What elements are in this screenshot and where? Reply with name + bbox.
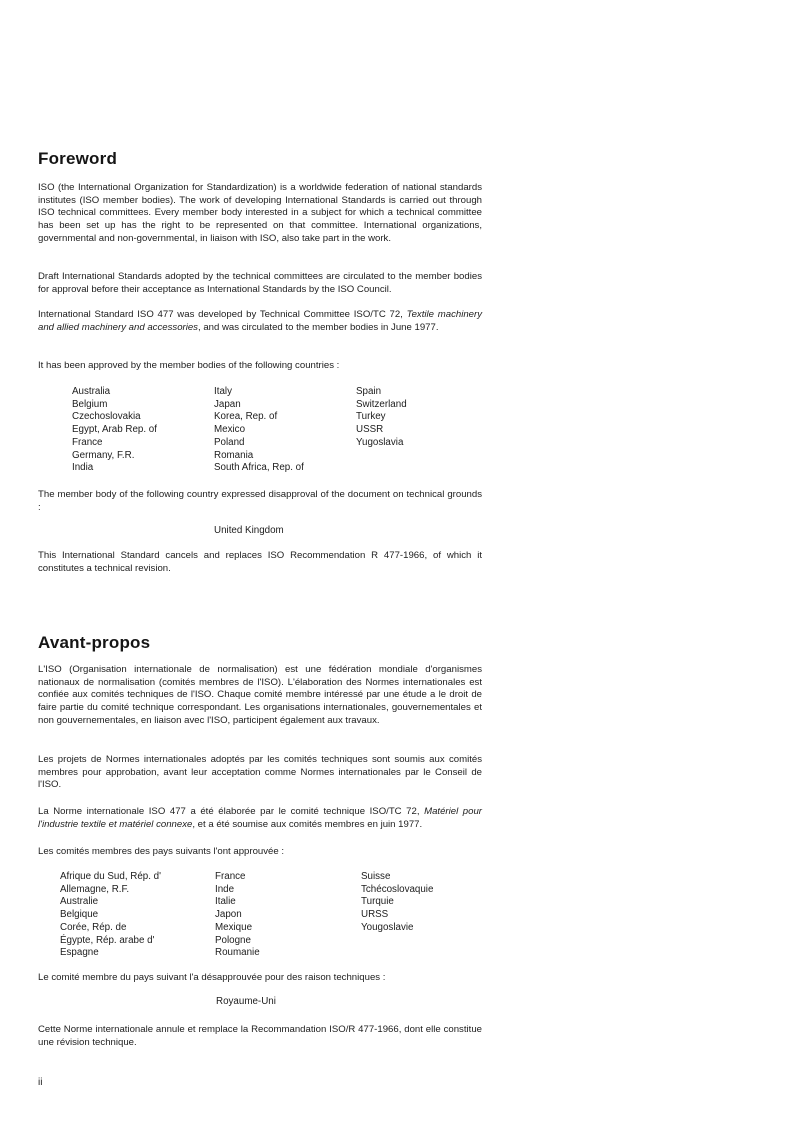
country-name: India [72, 462, 94, 474]
country-name: Yougoslavie [361, 921, 414, 933]
avant-propos-country-column-3 [361, 871, 433, 935]
country-name: Mexico [214, 424, 246, 436]
country-name: Pologne [215, 934, 251, 946]
country-name: Korea, Rep. of [214, 411, 278, 423]
country-name: USSR [356, 424, 384, 436]
country-name: Germany, F.R. [72, 449, 135, 461]
country-name: Égypte, Rép. arabe d' [60, 934, 155, 946]
country-name: South Africa, Rep. of [214, 462, 304, 474]
country-name: France [72, 436, 103, 448]
country-name: Spain [356, 386, 382, 397]
country-name: Australie [60, 896, 99, 908]
avant-propos-committee-title: Matériel pour l'industrie textile et matériel connexe [38, 806, 482, 830]
foreword-paragraph-2: Draft International Standards adopted by the technical committees are circulated to the member bodies for approval before their acceptance as International Standards by the ISO Council. [38, 271, 482, 295]
avant-propos-paragraph-4: Les comités membres des pays suivants l'ont approuvée : [38, 846, 285, 857]
avant-propos-country-column-1 [60, 871, 161, 960]
country-name: Italie [215, 896, 236, 908]
avant-propos-paragraph-2: Les projets de Normes internationales adoptés par les comités techniques sont soumis aux comités membres pour approbation, avant leur acceptation comme Normes internationales par le Conseil de l'ISO. [38, 754, 482, 791]
country-name: Allemagne, R.F. [60, 883, 130, 895]
foreword-paragraph-1: ISO (the International Organization for Standardization) is a worldwide federation of national standards institutes (ISO member bodies). The work of developing International Standards is carried out through ISO technical committees. Every member body interested in a subject for which a technical committee has been set up has the right to be represented on that committee. International organizations, governmental and non-governmental, in liaison with ISO, also take part in the work. [38, 182, 482, 244]
country-name: Inde [215, 883, 235, 895]
country-name: Yugoslavia [356, 436, 404, 448]
country-name: Mexique [215, 921, 253, 933]
avant-propos-paragraph-1: L'ISO (Organisation internationale de normalisation) est une fédération mondiale d'organismes nationaux de normalisation (comités membres de l'ISO). L'élaboration des Normes internationales est confiée aux comités techniques de l'ISO. Chaque comité membre intéressé par une étude a le droit de faire partie du comité technique correspondant. Les organisations internationales, gouvernementales et non gouvernementales, en liaison avec l'ISO, participent également aux travaux. [38, 664, 482, 726]
page-number: ii [38, 1077, 43, 1088]
foreword-paragraph-3 [38, 309, 482, 334]
country-name: Italy [214, 386, 232, 397]
country-name: Czechoslovakia [72, 411, 141, 423]
foreword-title: Foreword [38, 149, 118, 168]
country-name: Belgique [60, 909, 99, 921]
avant-propos-paragraph-3 [38, 806, 482, 831]
foreword-country-column-1 [72, 386, 157, 475]
country-name: Turkey [356, 411, 386, 423]
avant-propos-p3-text-a: La Norme internationale ISO 477 a été élaborée par le comité technique ISO/TC 72, [38, 806, 425, 817]
country-name: Switzerland [356, 398, 407, 410]
country-name: Turquie [361, 896, 394, 908]
avant-propos-p3-text-b: , et a été soumise aux comités membres en juin 1977. [192, 818, 423, 830]
avant-propos-disapproving-country: Royaume-Uni [216, 996, 276, 1007]
country-name: Egypt, Arab Rep. of [72, 424, 157, 436]
avant-propos-country-column-2 [215, 871, 260, 960]
country-name: Poland [214, 436, 245, 448]
country-name: Tchécoslovaquie [361, 883, 434, 895]
foreword-paragraph-5: The member body of the following country expressed disapproval of the document on technical grounds : [38, 489, 482, 513]
country-name: France [215, 871, 246, 882]
country-name: Corée, Rép. de [60, 921, 127, 933]
avant-propos-paragraph-5: Le comité membre du pays suivant l'a désapprouvée pour des raison techniques : [38, 972, 386, 983]
country-name: Australia [72, 386, 111, 397]
country-name: Belgium [72, 398, 108, 410]
country-name: Espagne [60, 947, 99, 959]
avant-propos-paragraph-6: Cette Norme internationale annule et remplace la Recommandation ISO/R 477-1966, dont elle constitue une révision technique. [38, 1024, 482, 1048]
country-name: Japan [214, 398, 241, 410]
foreword-p3-text-a: International Standard ISO 477 was developed by Technical Committee ISO/TC 72, [38, 309, 407, 320]
avant-propos-title: Avant-propos [38, 633, 151, 652]
foreword-disapproving-country: United Kingdom [214, 525, 284, 536]
country-name: Romania [214, 449, 254, 461]
country-name: Japon [215, 909, 242, 921]
foreword-country-column-3 [356, 386, 407, 450]
country-name: URSS [361, 909, 389, 921]
foreword-paragraph-6: This International Standard cancels and replaces ISO Recommendation R 477-1966, of which it constitutes a technical revision. [38, 550, 482, 574]
country-name: Suisse [361, 871, 391, 882]
foreword-country-column-2 [214, 386, 304, 475]
foreword-p3-text-b: , and was circulated to the member bodies in June 1977. [197, 321, 439, 333]
country-name: Afrique du Sud, Rép. d' [60, 871, 161, 882]
country-name: Roumanie [215, 947, 260, 959]
foreword-paragraph-4: It has been approved by the member bodies of the following countries : [38, 360, 340, 371]
foreword-committee-title: Textile machinery and allied machinery and accessories [38, 309, 482, 333]
